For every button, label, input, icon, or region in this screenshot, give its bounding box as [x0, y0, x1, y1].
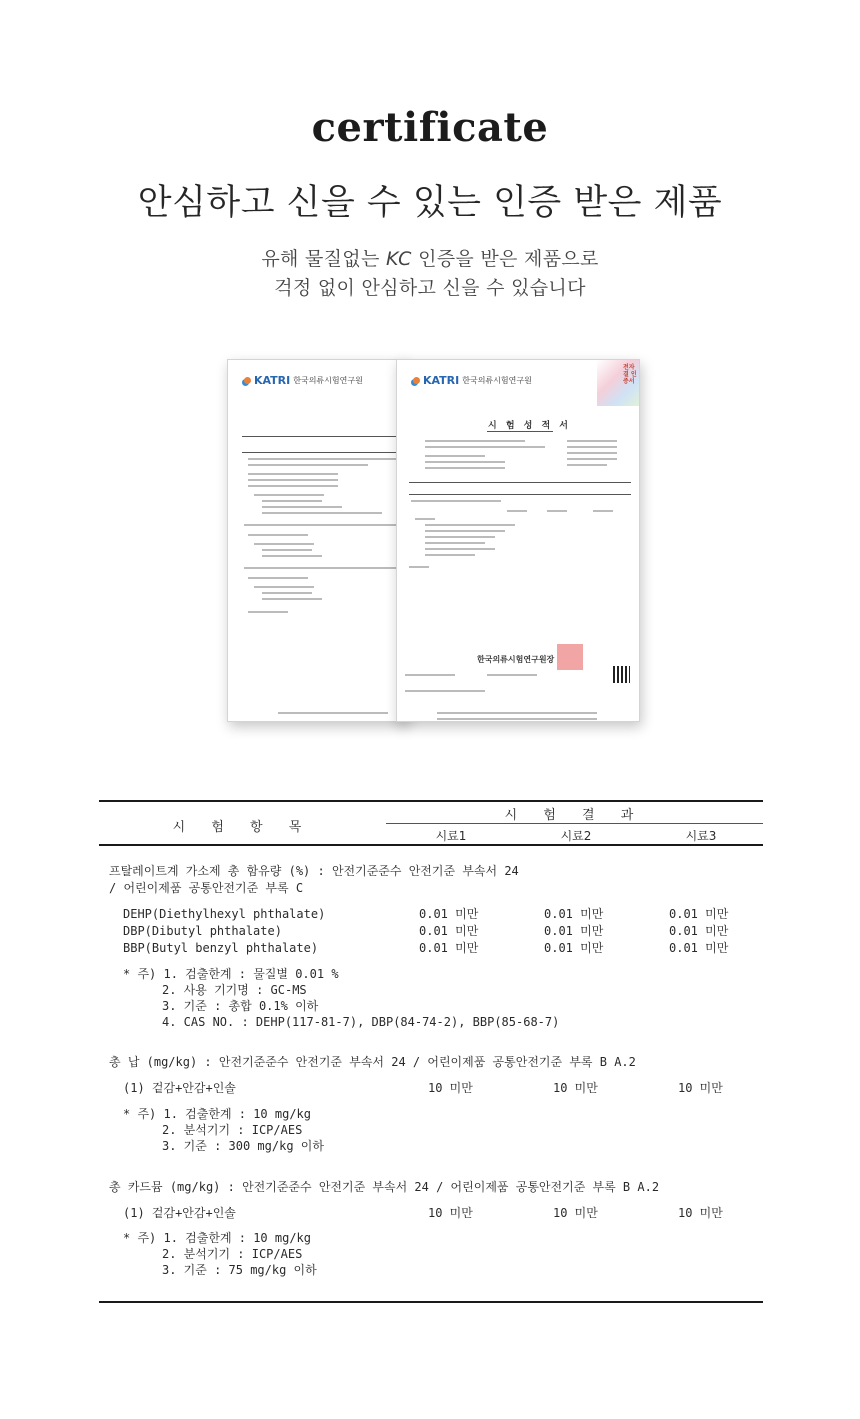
lead-row-label: (1) 겉감+안감+인솔 — [123, 1081, 236, 1095]
certificate-image-front — [396, 359, 640, 722]
header-sample-3: 시료3 — [685, 829, 717, 843]
cadmium-title: 총 카드뮴 (mg/kg) : 안전기준준수 안전기준 부속서 24 / 어린이제품 공통안전기준 부록 B A.2 — [109, 1180, 660, 1194]
cadmium-row-value: 10 미만 — [553, 1206, 598, 1220]
phthalate-row-value: 0.01 미만 — [544, 941, 604, 955]
certificate-doc-title: 시 험 성 적 서 — [488, 421, 572, 431]
phthalate-row-value: 0.01 미만 — [419, 907, 479, 921]
desc-kc: KC — [385, 248, 412, 270]
katri-logo-org: 한국의류시험연구원 — [293, 376, 363, 385]
page-title-english: certificate — [311, 104, 549, 151]
phthalate-note: 3. 기준 : 총합 0.1% 이하 — [162, 999, 319, 1013]
lead-note: 2. 분석기기 : ICP/AES — [162, 1123, 303, 1137]
certificate-image-back — [227, 359, 407, 722]
lead-note: * 주) 1. 검출한계 : 10 mg/kg — [123, 1107, 312, 1121]
phthalate-row-label: BBP(Butyl benzyl phthalate) — [123, 941, 319, 955]
cadmium-row-value: 10 미만 — [678, 1206, 723, 1220]
lead-row-value: 10 미만 — [678, 1081, 723, 1095]
test-results-table — [99, 800, 763, 1303]
katri-logo-text-front: KATRI — [423, 374, 460, 387]
cadmium-note: 3. 기준 : 75 mg/kg 이하 — [162, 1263, 317, 1277]
lead-row-value: 10 미만 — [428, 1081, 473, 1095]
table-header-rule — [99, 844, 763, 846]
certificate-stamp — [557, 644, 583, 670]
phthalate-row-label: DEHP(Diethylhexyl phthalate) — [123, 907, 326, 921]
header-mid-rule — [386, 823, 763, 824]
certificate-qr-code — [613, 666, 630, 683]
header-test-result: 시 험 결 과 — [504, 808, 645, 823]
phthalate-row-value: 0.01 미만 — [669, 941, 729, 955]
lead-row-value: 10 미만 — [553, 1081, 598, 1095]
phthalate-row-value: 0.01 미만 — [669, 924, 729, 938]
phthalate-row-value: 0.01 미만 — [544, 907, 604, 921]
lead-title: 총 납 (mg/kg) : 안전기준준수 안전기준 부속서 24 / 어린이제품 공통안전기준 부록 B A.2 — [109, 1055, 636, 1069]
katri-logo-org-front: 한국의류시험연구원 — [462, 376, 532, 385]
phthalate-row-value: 0.01 미만 — [419, 924, 479, 938]
page-title-korean: 안심하고 신을 수 있는 인증 받은 제품 — [137, 183, 723, 223]
lead-note: 3. 기준 : 300 mg/kg 이하 — [162, 1139, 324, 1153]
phthalate-row-value: 0.01 미만 — [419, 941, 479, 955]
katri-logo-mark-front — [413, 377, 420, 384]
phthalate-note: 2. 사용 기기명 : GC-MS — [162, 983, 307, 997]
phthalate-title-line-1: 프탈레이트계 가소제 총 함유량 (%) : 안전기준준수 안전기준 부속서 24 — [109, 864, 519, 878]
desc-post: 인증을 받은 제품으로 — [411, 248, 599, 270]
table-top-rule — [99, 800, 763, 802]
phthalate-note: 4. CAS NO. : DEHP(117-81-7), DBP(84-74-2), BBP(85-68-7) — [162, 1015, 560, 1029]
header-test-item: 시 험 항 목 — [172, 820, 313, 835]
katri-logo-front — [413, 374, 532, 387]
katri-logo — [244, 374, 363, 387]
header-sample-2: 시료2 — [560, 829, 592, 843]
header-sample-1: 시료1 — [435, 829, 467, 843]
certificate-org-signature: 한국의류시험연구원장 — [477, 655, 555, 664]
cadmium-row-label: (1) 겉감+안감+인솔 — [123, 1206, 236, 1220]
description-line-1 — [0, 244, 860, 271]
badge-text: 전자결 인증서 — [623, 364, 637, 385]
phthalate-title-line-2: / 어린이제품 공통안전기준 부록 C — [109, 881, 304, 895]
certificate-badge — [597, 360, 639, 406]
phthalate-row-label: DBP(Dibutyl phthalate) — [123, 924, 282, 938]
cadmium-note: * 주) 1. 검출한계 : 10 mg/kg — [123, 1231, 312, 1245]
phthalate-row-value: 0.01 미만 — [669, 907, 729, 921]
table-bottom-rule — [99, 1301, 763, 1303]
description-line-2: 걱정 없이 안심하고 신을 수 있습니다 — [274, 277, 586, 299]
desc-pre: 유해 물질없는 — [261, 248, 386, 270]
katri-logo-text: KATRI — [254, 374, 291, 387]
cadmium-note: 2. 분석기기 : ICP/AES — [162, 1247, 303, 1261]
phthalate-note: * 주) 1. 검출한계 : 물질별 0.01 % — [123, 967, 339, 981]
phthalate-row-value: 0.01 미만 — [544, 924, 604, 938]
katri-logo-mark — [244, 377, 251, 384]
cadmium-row-value: 10 미만 — [428, 1206, 473, 1220]
